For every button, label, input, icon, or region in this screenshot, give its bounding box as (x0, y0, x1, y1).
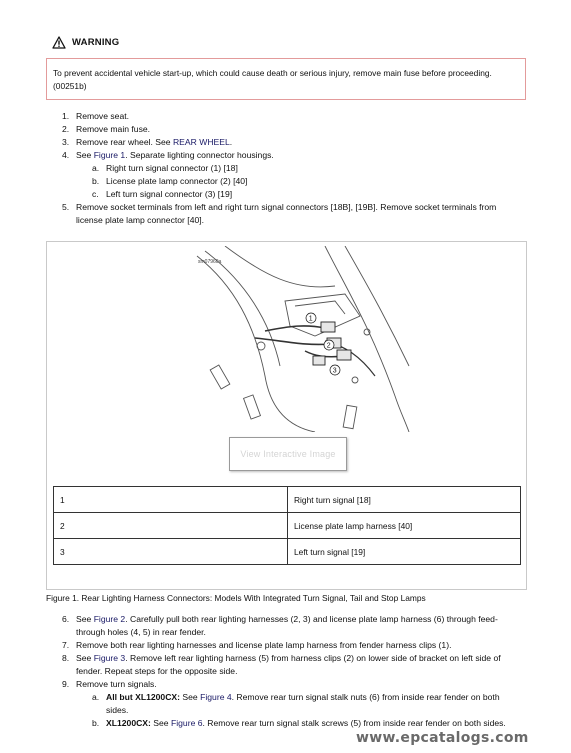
figure-1-caption: Figure 1. Rear Lighting Harness Connectors: Models With Integrated Turn Signal, Tail and Stop Lamps (46, 593, 426, 603)
step-8: 8. See Figure 3. Remove left rear lighting harness (5) from harness clips (2) on lower side of bracket on left side of (62, 653, 501, 663)
procedure-steps-6-9 (62, 613, 524, 730)
figure-4-link[interactable]: Figure 4 (200, 692, 232, 702)
callout-1: 1 (308, 315, 313, 323)
callout-2: 2 (326, 342, 331, 350)
image-code-label: sm07960a (198, 259, 222, 265)
step-1: 1. Remove seat. (62, 111, 130, 121)
step-4: 4. See Figure 1. Separate lighting connector housings. (62, 150, 274, 160)
figure-2-link[interactable]: Figure 2 (93, 614, 126, 624)
step-9b: b. XL1200CX: See Figure 6. Remove rear turn signal stalk screws (5) from inside rear fender on both sides. (92, 718, 506, 728)
warning-triangle-icon (52, 36, 66, 49)
table-row: 1 Right turn signal [18] (54, 487, 521, 513)
step-6-continued: through holes (4, 5) in rear fender. (76, 627, 206, 637)
table-row: 2 License plate lamp harness [40] (54, 513, 521, 539)
warning-text: To prevent accidental vehicle start-up, which could cause death or serious injury, remove main fuse before proceeding. (00251b) (53, 68, 492, 91)
watermark: www.epcatalogs.com (356, 730, 529, 746)
step-5-continued: license plate lamp connector [40]. (76, 215, 205, 225)
figure-legend-table (53, 486, 521, 565)
step-3: 3. Remove rear wheel. See REAR WHEEL. (62, 137, 233, 147)
step-6: 6. See Figure 2. Carefully pull both rear lighting harnesses (2, 3) and license plate lamp harness (6) through feed- (62, 614, 498, 624)
figure-6-link[interactable]: Figure 6 (170, 718, 203, 728)
rear-wheel-link[interactable]: REAR WHEEL (172, 137, 230, 147)
step-9a: a. All but XL1200CX: See Figure 4. Remove rear turn signal stalk nuts (6) from inside rear fender on both (92, 692, 500, 702)
warning-heading (52, 36, 119, 49)
step-9a-continued: sides. (106, 705, 129, 715)
step-5: 5. Remove socket terminals from left and right turn signal connectors [18B], [19B]. Remove socket terminals from (62, 202, 497, 212)
step-2: 2. Remove main fuse. (62, 124, 151, 134)
figure-1-link[interactable]: Figure 1 (93, 150, 126, 160)
figure-3-link[interactable]: Figure 3 (93, 653, 126, 663)
warning-message-box (46, 58, 526, 100)
step-7: 7. Remove both rear lighting harnesses and license plate lamp harness from fender harness clips (1). (62, 640, 452, 650)
step-4c: c. Left turn signal connector (3) [19] (92, 189, 233, 199)
callout-3: 3 (332, 367, 337, 375)
procedure-steps-1-5 (62, 110, 532, 227)
warning-title: WARNING (72, 37, 120, 48)
step-9: 9. Remove turn signals. (62, 679, 157, 689)
rear-fender-connector-illustration (195, 246, 411, 432)
figure-1-frame (46, 241, 527, 590)
step-8-continued: fender. Repeat steps for the opposite side. (76, 666, 238, 676)
step-4a: a. Right turn signal connector (1) [18] (92, 163, 238, 173)
step-4b: b. License plate lamp connector (2) [40] (92, 176, 248, 186)
table-row: 3 Left turn signal [19] (54, 539, 521, 565)
view-interactive-image-button[interactable]: View Interactive Image (229, 437, 347, 471)
